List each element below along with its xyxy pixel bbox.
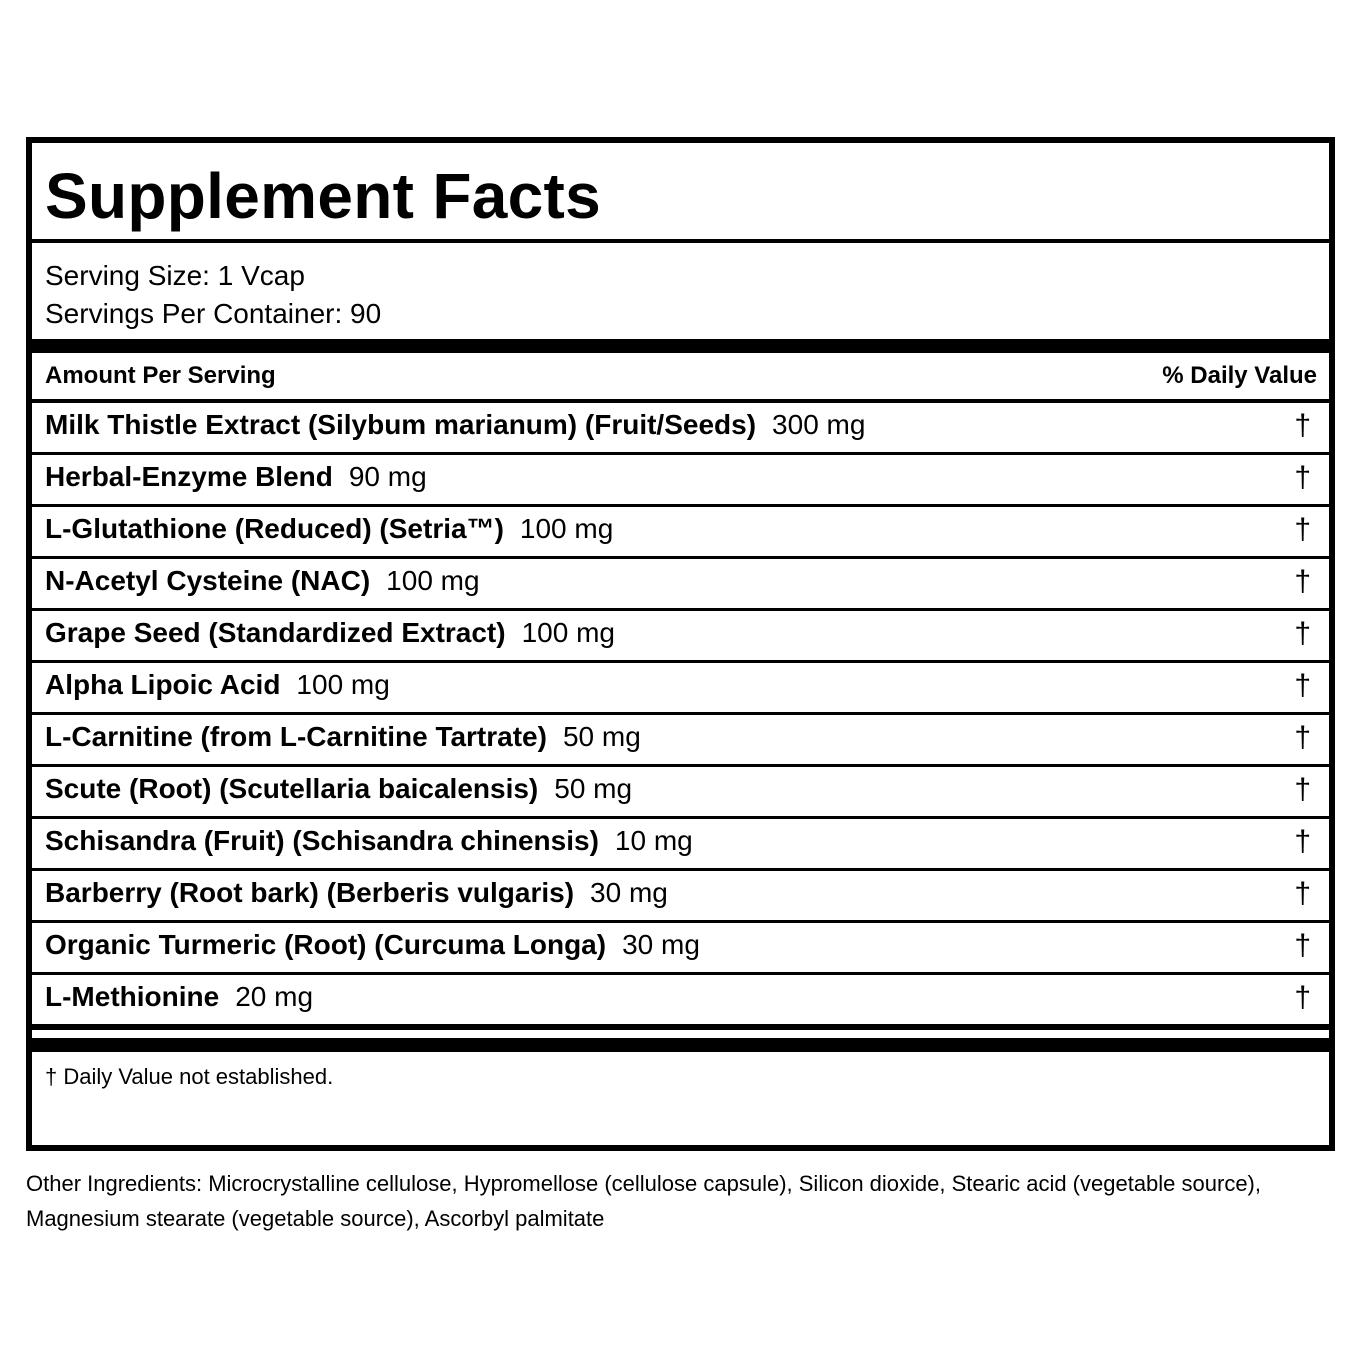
ingredient-text [45, 668, 390, 702]
amount-per-serving-header: Amount Per Serving [45, 362, 276, 389]
ingredient-row [32, 455, 1329, 507]
ingredient-text [45, 824, 693, 858]
thick-divider-top [32, 339, 1329, 353]
ingredient-amount: 50 mg [562, 721, 641, 752]
ingredient-row [32, 923, 1329, 975]
daily-value-dagger: † [1294, 773, 1311, 806]
ingredient-text [45, 408, 865, 442]
ingredient-text [45, 564, 480, 598]
ingredient-row [32, 819, 1329, 871]
ingredient-name: Scute (Root) (Scutellaria baicalensis) [45, 773, 539, 804]
ingredient-text [45, 460, 427, 494]
daily-value-dagger: † [1294, 617, 1311, 650]
ingredient-name: Schisandra (Fruit) (Schisandra chinensis) [45, 825, 599, 856]
daily-value-dagger: † [1294, 981, 1311, 1014]
footnote: † Daily Value not established. [45, 1064, 334, 1089]
ingredient-name: Barberry (Root bark) (Berberis vulgaris) [45, 877, 575, 908]
ingredient-row [32, 871, 1329, 923]
ingredient-amount: 50 mg [554, 773, 633, 804]
daily-value-dagger: † [1294, 565, 1311, 598]
ingredient-amount: 10 mg [614, 825, 693, 856]
daily-value-dagger: † [1294, 929, 1311, 962]
ingredient-row [32, 663, 1329, 715]
title-divider [32, 239, 1329, 243]
ingredient-amount: 90 mg [348, 461, 427, 492]
thick-divider-bottom [32, 1038, 1329, 1052]
ingredient-amount: 100 mg [519, 513, 614, 544]
ingredient-amount: 100 mg [296, 669, 390, 700]
ingredient-row [32, 767, 1329, 819]
daily-value-dagger: † [1294, 513, 1311, 546]
daily-value-dagger: † [1294, 877, 1311, 910]
servings-per-container: Servings Per Container: 90 [45, 298, 382, 329]
ingredient-row [32, 403, 1329, 455]
ingredient-name: L-Glutathione (Reduced) (Setria™) [45, 513, 504, 544]
panel-title: Supplement Facts [45, 160, 602, 232]
ingredient-row [32, 975, 1329, 1027]
ingredient-amount: 20 mg [235, 981, 314, 1012]
ingredient-text [45, 980, 313, 1014]
ingredient-name: L-Methionine [45, 981, 220, 1012]
ingredient-amount: 30 mg [622, 929, 700, 960]
ingredient-amount: 300 mg [772, 409, 866, 440]
ingredient-name: L-Carnitine (from L-Carnitine Tartrate) [45, 721, 547, 752]
ingredient-text [45, 876, 668, 910]
supplement-facts-panel [26, 137, 1335, 1151]
daily-value-dagger: † [1294, 669, 1311, 702]
ingredient-row [32, 507, 1329, 559]
ingredient-text [45, 720, 641, 754]
ingredient-text [45, 512, 613, 546]
bottom-thin-divider [32, 1027, 1329, 1030]
daily-value-dagger: † [1294, 825, 1311, 858]
serving-size: Serving Size: 1 Vcap [45, 260, 305, 291]
ingredient-name: Herbal-Enzyme Blend [45, 461, 333, 492]
ingredient-name: Milk Thistle Extract (Silybum marianum) (Fruit/Seeds) [45, 409, 757, 440]
daily-value-dagger: † [1294, 721, 1311, 754]
ingredient-amount: 30 mg [590, 877, 668, 908]
ingredient-text [45, 616, 615, 650]
daily-value-dagger: † [1294, 461, 1311, 494]
ingredient-row [32, 559, 1329, 611]
ingredient-amount: 100 mg [521, 617, 615, 648]
ingredient-name: Alpha Lipoic Acid [45, 669, 281, 700]
ingredient-amount: 100 mg [386, 565, 480, 596]
ingredient-text [45, 772, 632, 806]
daily-value-dagger: † [1294, 409, 1311, 442]
ingredient-text [45, 928, 700, 962]
ingredient-name: Organic Turmeric (Root) (Curcuma Longa) [45, 929, 607, 960]
ingredient-name: N-Acetyl Cysteine (NAC) [45, 565, 371, 596]
ingredient-name: Grape Seed (Standardized Extract) [45, 617, 506, 648]
ingredient-row [32, 611, 1329, 663]
other-ingredients: Other Ingredients: Microcrystalline cellulose, Hypromellose (cellulose capsule), Silicon dioxide, Stearic acid (vegetable source), Magnesium stearate (vegetable source), Ascorbyl palmitate [26, 1171, 1261, 1231]
daily-value-header: % Daily Value [1162, 362, 1317, 389]
ingredient-row [32, 715, 1329, 767]
